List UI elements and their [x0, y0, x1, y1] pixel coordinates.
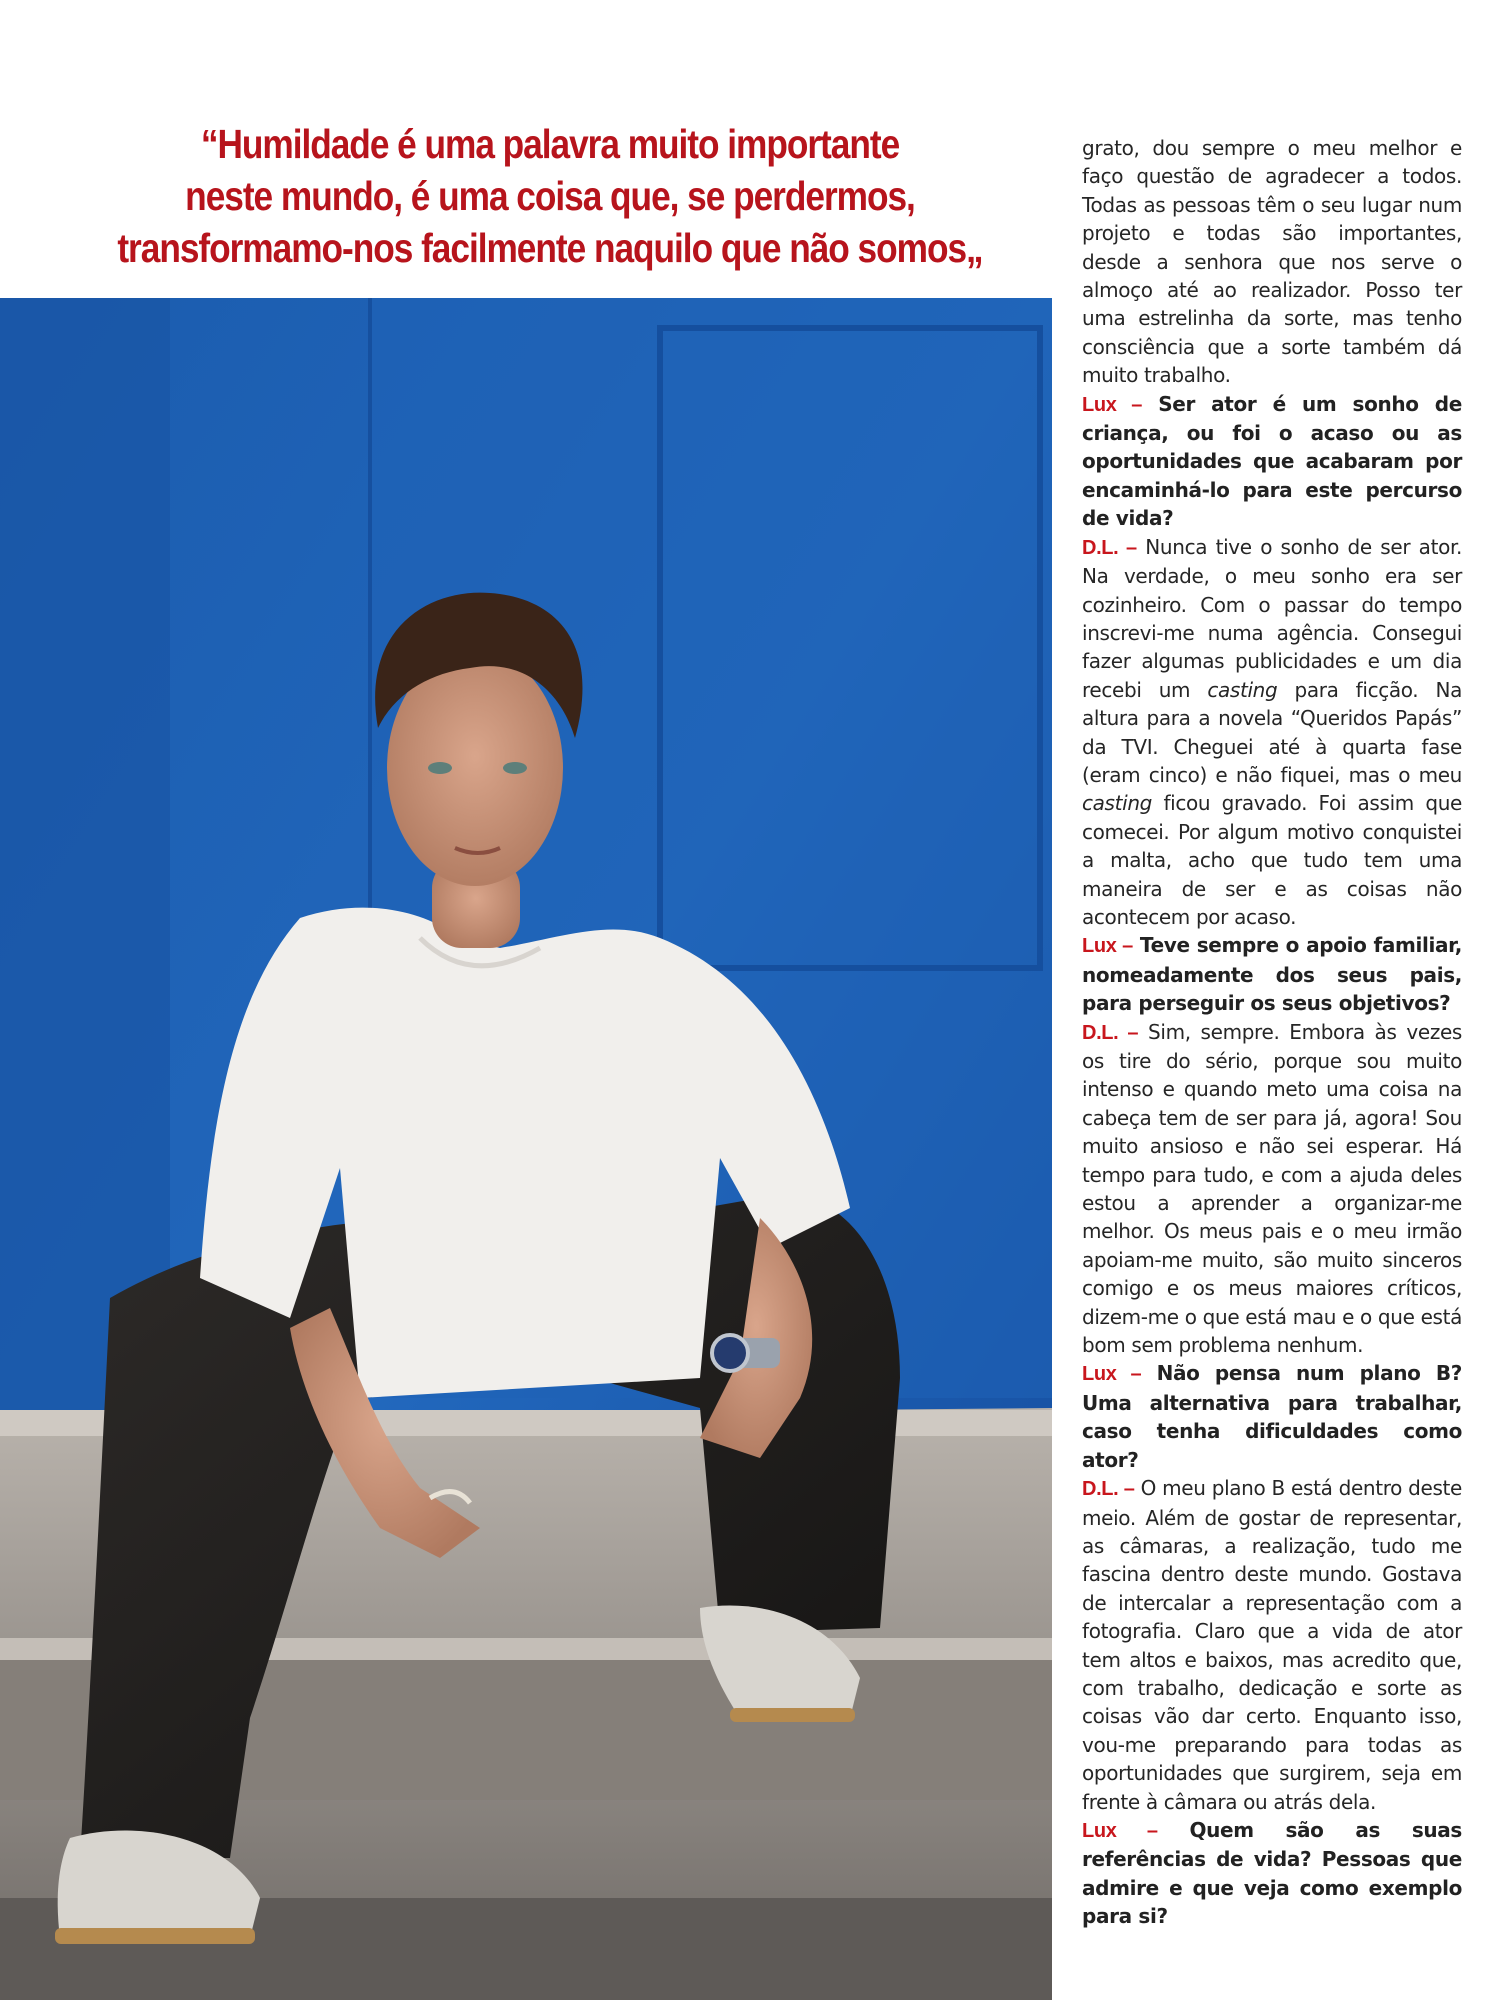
answer-text: ficou gravado. Foi assim que comecei. Por algum motivo conquistei a malta, acho que tudo tem uma maneira de ser e as coisas não acontecem por acaso. [1082, 791, 1462, 929]
pull-quote-line-3: transformamo-nos facilmente naquilo que não somos„ [117, 225, 983, 271]
interview-question [1082, 1359, 1462, 1474]
answer-text: O meu plano B está dentro deste meio. Além de gostar de representar, as câmaras, a realização, tudo me fascina dentro deste mundo. Gostava de intercalar a representação com a fotografia. Claro que a vida de ator tem altos e baixos, mas acredito que, com trabalho, dedicação e sorte as coisas vão dar certo. Enquanto isso, vou-me preparando para todas as oportunidades que surgirem, seja em frente à câmara ou atrás dela. [1082, 1476, 1463, 1814]
article-paragraph [1082, 134, 1462, 390]
italic-term: casting [1207, 677, 1278, 702]
question-text: Teve sempre o apoio familiar, nomeadamente dos seus pais, para perseguir os seus objetivos? [1082, 933, 1462, 1016]
pull-quote-line-2: neste mundo, é uma coisa que, se perdermos, [185, 173, 915, 219]
answer-text: para ficção. Na altura para a novela “Queridos Papás” da TVI. Cheguei até à quarta fase (eram cinco) e não fiquei, mas o meu [1082, 677, 1462, 787]
question-text: Ser ator é um sonho de criança, ou foi o acaso ou as oportunidades que acabaram por encaminhá-lo para este percurso de vida? [1082, 391, 1462, 531]
interview-question [1082, 931, 1462, 1017]
dl-label: D.L. – [1082, 536, 1137, 559]
interview-answer [1082, 533, 1462, 932]
dl-label: D.L. – [1082, 1478, 1135, 1501]
answer-text: grato, dou sempre o meu melhor e faço questão de agradecer a todos. Todas as pessoas têm o seu lugar num projeto e todas são importantes, desde a senhora que nos serve o almoço até ao realizador. Posso ter uma estrelinha da sorte, mas tenho consciência que a sorte também dá muito trabalho. [1082, 136, 1462, 388]
answer-text: Sim, sempre. Embora às vezes os tire do sério, porque sou muito intenso e quando meto uma coisa na cabeça tem de ser para já, agora! Sou muito ansioso e não sei esperar. Há tempo para tudo, e com a ajuda deles estou a aprender a organizar-me melhor. Os meus pais e o meu irmão apoiam-me muito, são muito sinceros comigo e os meus maiores críticos, dizem-me o que está mau e o que está bom sem problema nenhum. [1082, 1019, 1462, 1358]
pull-quote [111, 118, 988, 274]
question-text: Não pensa num plano B? Uma alternativa para trabalhar, caso tenha dificuldades como ator? [1082, 1361, 1462, 1472]
lux-label: Lux – [1082, 1363, 1142, 1386]
lux-label: Lux – [1082, 935, 1133, 958]
interview-question [1082, 390, 1462, 533]
pull-quote-line-1: “Humildade é uma palavra muito importante [200, 121, 900, 167]
question-text: Quem são as suas referências de vida? Pessoas que admire e que veja como exemplo para si? [1082, 1817, 1462, 1929]
interview-question [1082, 1816, 1462, 1931]
lux-label: Lux – [1082, 1819, 1158, 1842]
interview-answer [1082, 1474, 1462, 1816]
article-column [1082, 134, 1462, 1931]
italic-term: casting [1082, 791, 1152, 816]
interview-answer [1082, 1018, 1462, 1360]
answer-text: Nunca tive o sonho de ser ator. Na verdade, o meu sonho era ser cozinheiro. Com o passar do tempo inscrevi-me numa agência. Consegui fazer algumas publicidades e um dia recebi um [1082, 534, 1462, 702]
portrait-photo [0, 298, 1052, 2000]
lux-label: Lux – [1082, 393, 1143, 416]
dl-label: D.L. – [1082, 1021, 1139, 1044]
